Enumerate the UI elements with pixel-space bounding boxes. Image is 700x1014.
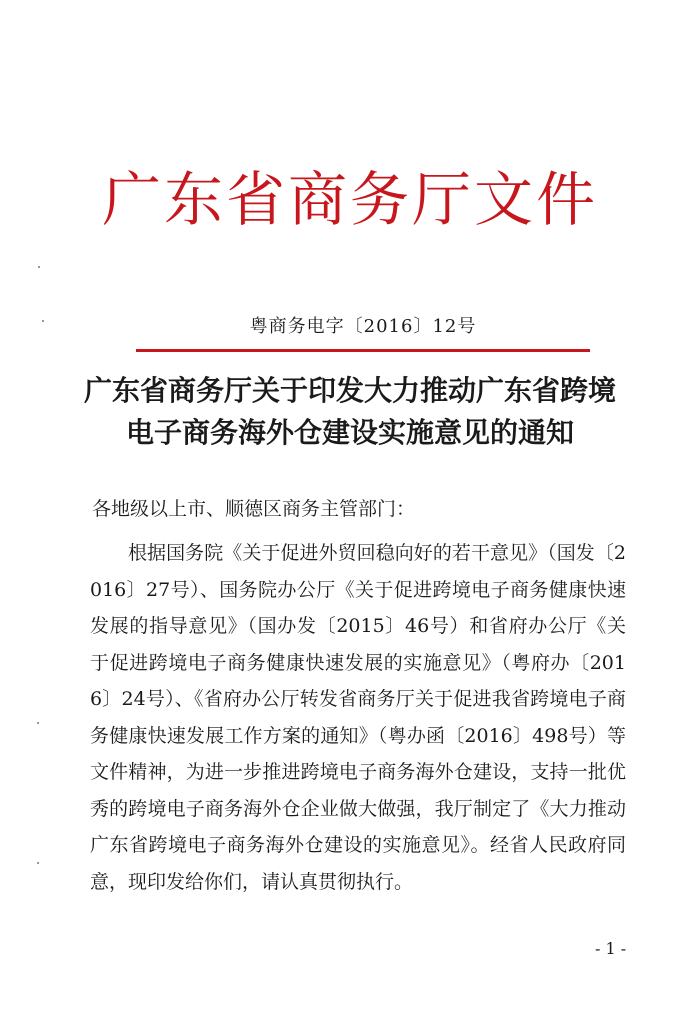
body-paragraph: 根据国务院《关于促进外贸回稳向好的若干意见》（国发〔2016〕27号）、国务院办公厅《关于促进跨境电子商务健康快速发展的指导意见》（国办发〔2015〕46号）和省府办公厅《关于促进跨境电子商务健康快速发展的实施意见》（粤府办〔2016〕24号）、《省府办公厅转发省商务厅关于促进我省跨境电子商务健康快速发展工作方案的通知》（粤办函〔2016〕498号）等文件精神，为进一步推进跨境电子商务海外仓建设，支持一批优秀的跨境电子商务海外仓企业做大做强，我厅制定了《大力推动广东省跨境电子商务海外仓建设的实施意见》。经省人民政府同意，现印发给你们，请认真贯彻执行。	[90, 542, 626, 893]
notice-title-line-2: 电子商务海外仓建设实施意见的通知	[125, 416, 574, 449]
scan-speck	[38, 266, 40, 268]
scan-speck	[42, 320, 44, 322]
scan-speck	[37, 862, 39, 864]
red-divider-line	[136, 349, 590, 352]
notice-title-line-1: 广东省商务厅关于印发大力推动广东省跨境	[83, 374, 616, 407]
document-masthead: 广东省商务厅文件	[101, 165, 598, 234]
page-number: - 1 -	[595, 939, 627, 958]
document-number: 粤商务电字〔2016〕12号	[249, 316, 477, 337]
salutation: 各地级以上市、顺德区商务主管部门：	[92, 498, 416, 520]
notice-title	[0, 370, 700, 454]
scan-speck	[37, 722, 39, 724]
